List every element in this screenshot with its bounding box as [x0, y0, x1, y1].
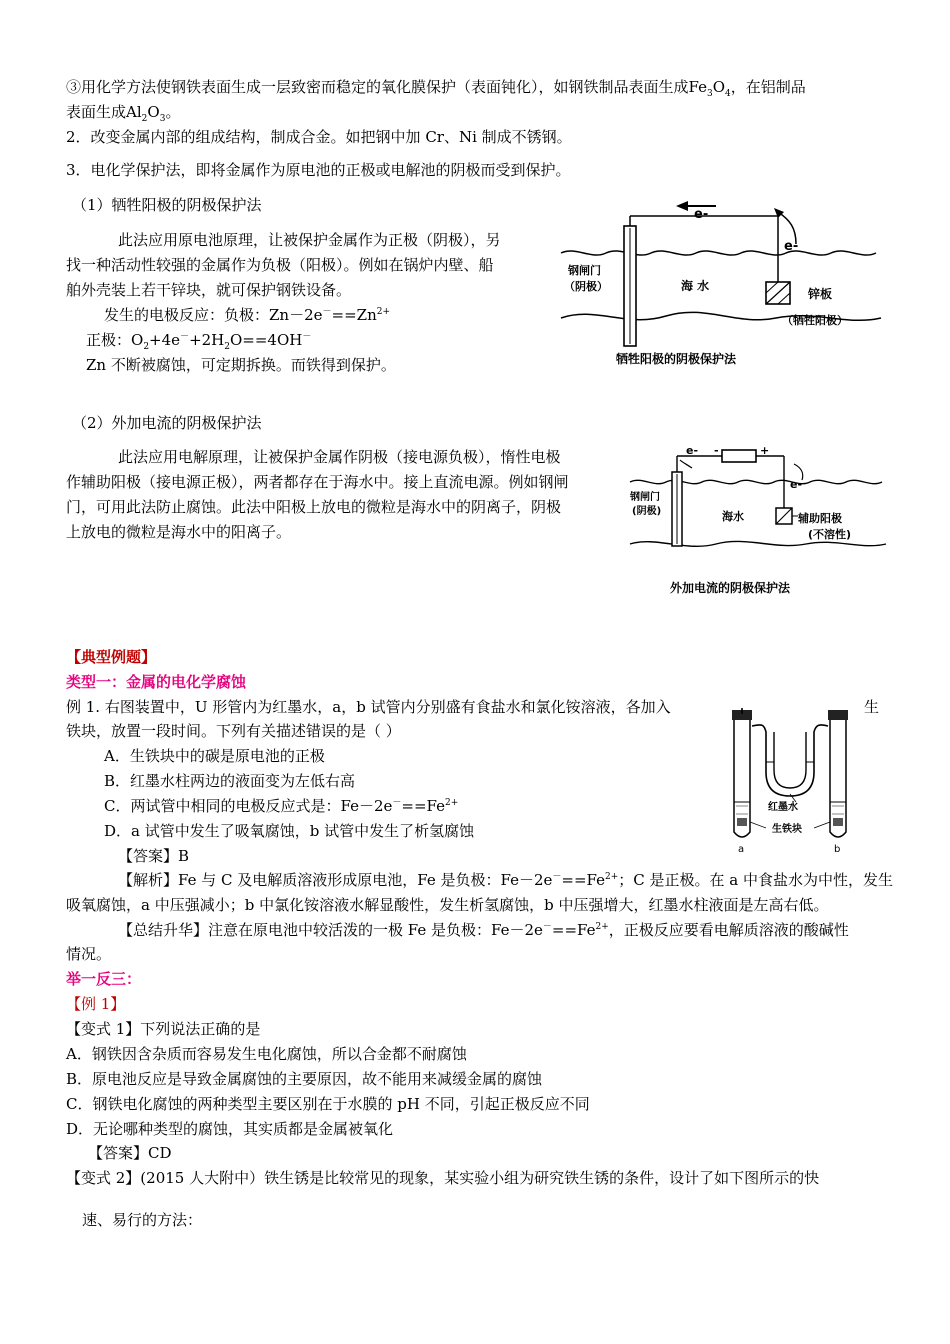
svg-text:（牺牲阳极）: （牺牲阳极） — [782, 314, 848, 327]
svg-text:b: b — [834, 844, 841, 854]
svg-text:+: + — [760, 444, 770, 457]
svg-text:外加电流的阴极保护法: 外加电流的阴极保护法 — [670, 581, 791, 595]
variant1-option-b: B．原电池反应是导致金属腐蚀的主要原因，故不能用来减缓金属的腐蚀 — [66, 1070, 543, 1088]
option-d: D．a 试管中发生了吸氧腐蚀，b 试管中发生了析氢腐蚀 — [104, 822, 475, 840]
impressed-current-figure — [626, 442, 890, 602]
svg-text:红墨水: 红墨水 — [768, 802, 798, 813]
type-one-heading: 类型一：金属的电化学腐蚀 — [66, 673, 247, 691]
method2-para-line: 此法应用电解原理，让被保护金属作阴极（接电源负极），惰性电极 — [118, 448, 561, 466]
variant1-option-c: C．钢铁电化腐蚀的两种类型主要区别在于水膜的 pH 不同，引起正极反应不同 — [66, 1095, 590, 1113]
item-2: 2．改变金属内部的组成结构，制成合金。如把钢中加 Cr、Ni 制成不锈钢。 — [66, 128, 572, 146]
item-3: 3．电化学保护法，即将金属作为原电池的正极或电解池的阴极而受到保护。 — [66, 161, 571, 179]
option-a: A．生铁块中的碳是原电池的正极 — [104, 747, 325, 765]
practice-example-1: 【例 1】 — [66, 995, 126, 1013]
variant1-question: 【变式 1】下列说法正确的是 — [66, 1020, 261, 1038]
example1-question-line: 例 1. 右图装置中，U 形管内为红墨水，a，b 试管内分别盛有食盐水和氯化铵溶液，各加入 — [66, 698, 671, 716]
stopper — [828, 710, 848, 720]
iron-block-a — [737, 818, 747, 826]
method2-para-line: 门，可用此法防止腐蚀。此法中阳极上放电的微粒是海水中的阴离子，阴极 — [66, 498, 562, 516]
practice-title: 举一反三： — [66, 970, 142, 988]
option-b: B．红墨水柱两边的液面变为左低右高 — [104, 772, 356, 790]
dc-power-source — [722, 450, 756, 462]
water-surface-line — [561, 251, 876, 255]
svg-text:a: a — [738, 844, 745, 854]
u-tube-figure — [716, 706, 860, 854]
example1-question-line: 铁块，放置一段时间。下列有关描述错误的是（ ） — [66, 722, 401, 740]
u-tube — [742, 708, 828, 796]
example1-question-line-end: 生 — [864, 698, 880, 716]
variant1-option-a: A．钢铁因含杂质而容易发生电化腐蚀，所以合金都不耐腐蚀 — [66, 1045, 467, 1063]
svg-text:(不溶性): (不溶性) — [808, 528, 852, 541]
svg-text:钢闸门: 钢闸门 — [568, 264, 601, 277]
method2-heading: （2）外加电流的阴极保护法 — [72, 414, 262, 432]
svg-text:e-: e- — [686, 444, 699, 457]
summary-line: 【总结升华】注意在原电池中较活泼的一极 Fe 是负极：$Fe-2e^-==Fe^{2+}$，正极反应要看电解质溶液的酸碱性 — [118, 921, 849, 939]
variant1-option-d: D．无论哪种类型的腐蚀，其实质都是金属被氧化 — [66, 1120, 394, 1138]
svg-text:海水: 海水 — [722, 510, 744, 523]
svg-text:-: - — [714, 444, 719, 457]
svg-text:海 水: 海 水 — [681, 279, 710, 293]
analysis-line: 【解析】Fe 与 C 及电解质溶液形成原电池，Fe 是负极：$Fe-2e^-==Fe^{2+}$；C 是正极。在 a 中食盐水为中性，发生 — [118, 871, 894, 889]
figure-caption: 牺牲阳极的阴极保护法 — [616, 352, 737, 366]
intro-line-2: 表面生成$Al_2O_3$。 — [66, 103, 181, 124]
electron-label-top: e- — [694, 207, 709, 222]
arrow-head — [676, 201, 688, 211]
svg-text:（阴极）: （阴极） — [564, 280, 608, 293]
method1-para-line: 找一种活动性较强的金属作为负极（阳极）。例如在锅炉内壁、船 — [66, 256, 494, 274]
option-c: C．两试管中相同的电极反应式是：$Fe-2e^-==Fe^{2+}$ — [104, 797, 459, 815]
variant2-question-line2: 速、易行的方法： — [82, 1211, 203, 1229]
sacrificial-anode-figure — [556, 198, 886, 376]
method1-cathode-reaction: 正极：$O_2+4e^-+2H_2O==4OH^-$ — [86, 331, 312, 352]
method1-para-line: Zn 不断被腐蚀，可定期拆换。而铁得到保护。 — [86, 356, 396, 374]
svg-text:(阴极): (阴极) — [632, 506, 662, 517]
method1-para-line: 此法应用原电池原理，让被保护金属作为正极（阴极），另 — [118, 231, 501, 249]
summary-line: 情况。 — [66, 945, 112, 963]
answer: 【答案】B — [118, 847, 190, 865]
svg-text:锌板: 锌板 — [808, 287, 833, 301]
svg-text:辅助阳极: 辅助阳极 — [798, 512, 842, 525]
variant1-answer: 【答案】CD — [88, 1144, 172, 1162]
method2-para-line: 作辅助阳极（接电源正极），两者都存在于海水中。接上直流电源。例如钢闸 — [66, 473, 569, 491]
svg-text:钢闸门: 钢闸门 — [630, 492, 660, 503]
intro-line-1: ③用化学方法使钢铁表面生成一层致密而稳定的氧化膜保护（表面钝化），如钢铁制品表面生成$Fe_3O_4$，在铝制品 — [66, 78, 806, 99]
method1-para-line: 舶外壳装上若干锌块，就可保护钢铁设备。 — [66, 281, 352, 299]
method2-para-line: 上放电的微粒是海水中的阳离子。 — [66, 523, 292, 541]
svg-text:生铁块: 生铁块 — [772, 824, 802, 835]
analysis-line: 吸氧腐蚀，a 中压强减小；b 中氯化铵溶液水解显酸性，发生析氢腐蚀，b 中压强增大，红墨水柱液面是左高右低。 — [66, 896, 829, 914]
method1-heading: （1）牺牲阳极的阴极保护法 — [72, 196, 262, 214]
iron-block-b — [833, 818, 843, 826]
method1-anode-reaction: 发生的电极反应：负极：$Zn-2e^-==Zn^{2+}$ — [104, 306, 391, 324]
electron-label-right: e- — [784, 239, 799, 254]
svg-text:e-: e- — [790, 478, 803, 491]
section-title-typical-examples: 【典型例题】 — [66, 648, 157, 666]
variant2-question: 【变式 2】(2015 人大附中）铁生锈是比较常见的现象，某实验小组为研究铁生锈的条件，设计了如下图所示的快 — [66, 1169, 820, 1187]
